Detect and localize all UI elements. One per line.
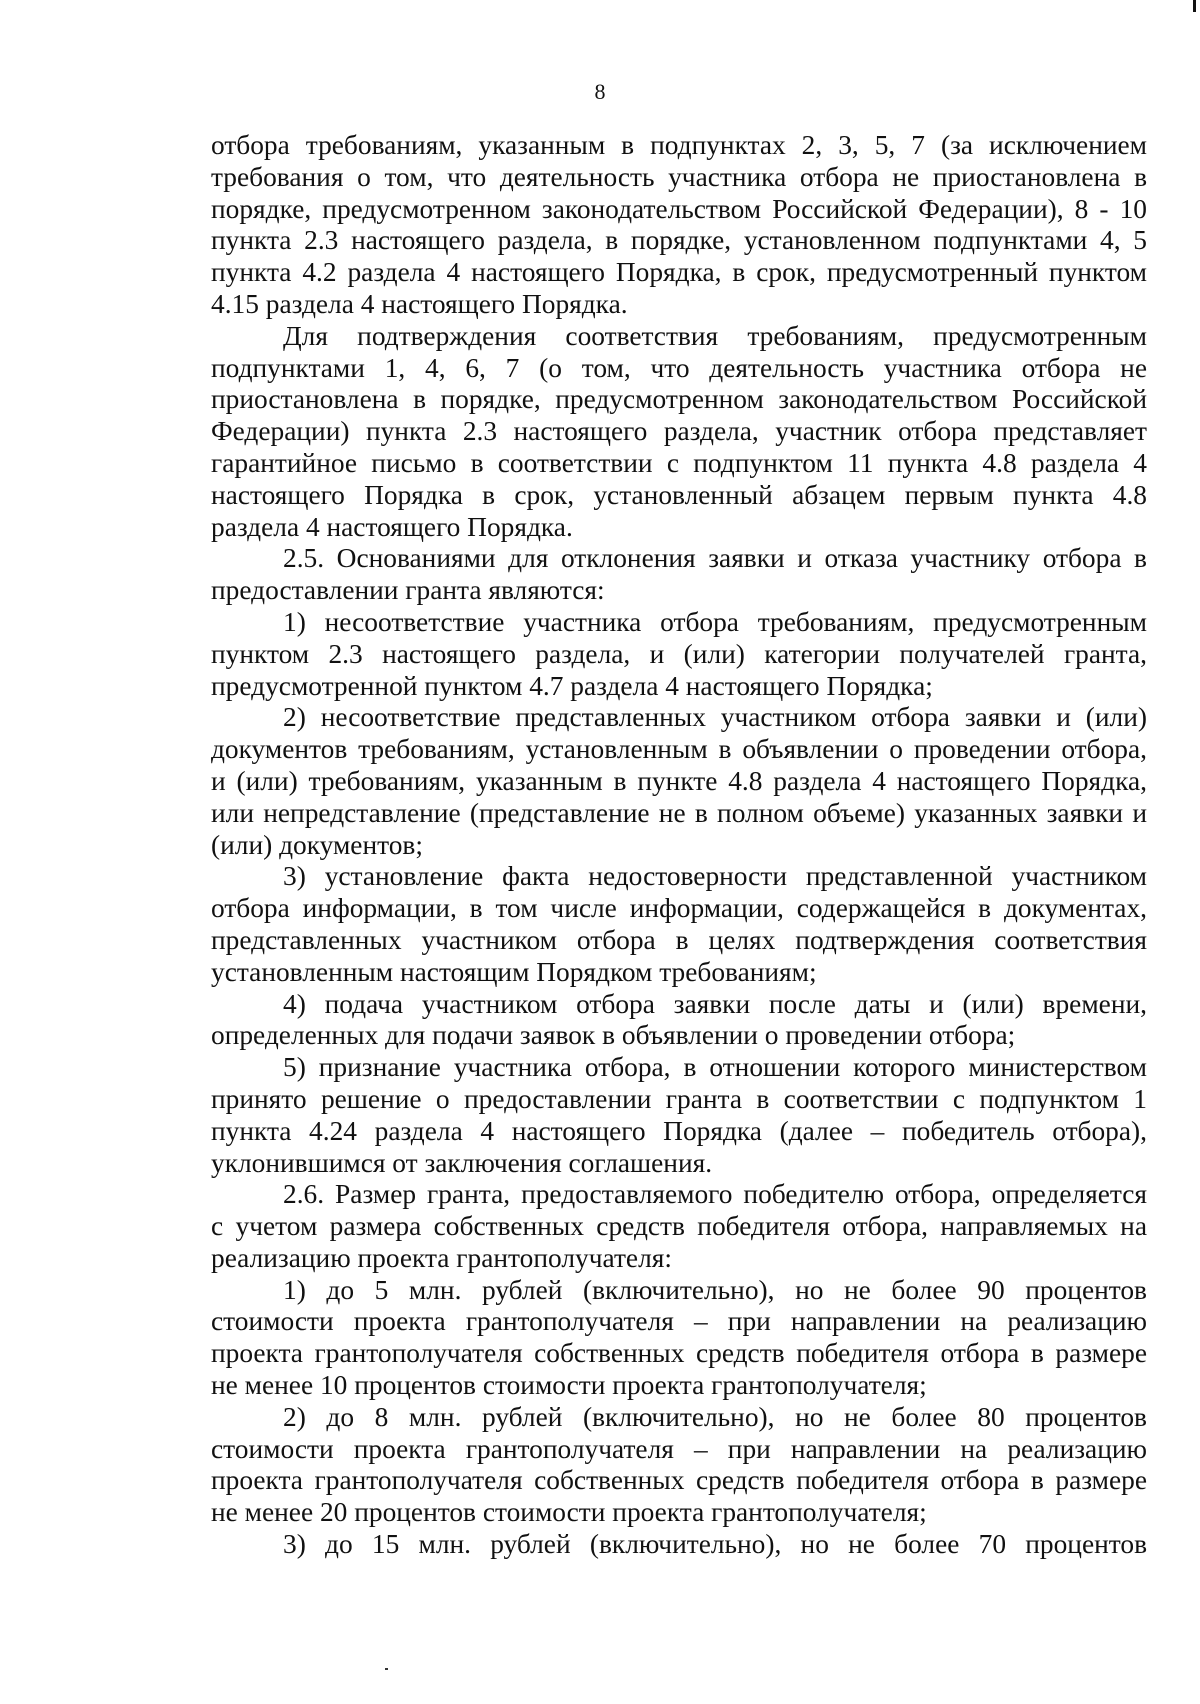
text-line: предусмотренной пунктом 4.7 раздела 4 настоящего Порядка; [211,670,933,701]
text-line: и (или) требованиям, указанным в пункте 4.8 раздела 4 настоящего Порядка, [211,765,1147,796]
text-line: предоставлении гранта являются: [211,575,605,606]
text-line: пунктом 2.3 настоящего раздела, и (или) категории получателей гранта, [211,638,1147,669]
text-line: 2) несоответствие представленных участником отбора заявки и (или) [283,702,1147,733]
text-line: 2.6. Размер гранта, предоставляемого победителю отбора, определяется [283,1179,1147,1210]
text-line: не менее 10 процентов стоимости проекта грантополучателя; [211,1370,927,1401]
text-line: 3) до 15 млн. рублей (включительно), но не более 70 процентов [283,1529,1147,1560]
text-line: 2.5. Основаниями для отклонения заявки и отказа участнику отбора в [283,543,1147,574]
page-number: 8 [594,79,606,104]
text-line: 1) до 5 млн. рублей (включительно), но не более 90 процентов [283,1274,1147,1305]
text-line: приостановлена в порядке, предусмотренном законодательством Российской [211,384,1147,415]
text-line: не менее 20 процентов стоимости проекта грантополучателя; [211,1497,927,1528]
scan-edge-mark [1193,0,1196,12]
scan-artifact [385,1668,388,1670]
text-line: 4.15 раздела 4 настоящего Порядка. [211,288,628,319]
text-line: реализацию проекта грантополучателя: [211,1242,672,1273]
text-line: гарантийное письмо в соответствии с подпунктом 11 пункта 4.8 раздела 4 [211,447,1147,478]
text-line: установленным настоящим Порядком требованиям; [211,956,817,987]
text-line: 1) несоответствие участника отбора требованиям, предусмотренным [283,606,1147,637]
text-line: пункта 2.3 настоящего раздела, в порядке, установленном подпунктами 4, 5 [211,225,1147,256]
text-line: отбора информации, в том числе информации, содержащейся в документах, [211,893,1147,924]
text-line: принято решение о предоставлении гранта в соответствии с подпунктом 1 [211,1083,1147,1114]
text-line: 3) установление факта недостоверности представленной участником [283,861,1147,892]
text-line: представленных участником отбора в целях подтверждения соответствия [211,924,1147,955]
text-line: 5) признание участника отбора, в отношении которого министерством [283,1052,1147,1083]
text-line: пункта 4.2 раздела 4 настоящего Порядка, в срок, предусмотренный пунктом [211,257,1147,288]
text-line: 4) подача участником отбора заявки после даты и (или) времени, [283,988,1147,1019]
text-line: 2) до 8 млн. рублей (включительно), но не более 80 процентов [283,1401,1147,1432]
text-line: определенных для подачи заявок в объявлении о проведении отбора; [211,1020,1016,1051]
text-line: раздела 4 настоящего Порядка. [211,511,573,542]
text-line: стоимости проекта грантополучателя – при направлении на реализацию [211,1433,1147,1464]
text-line: Для подтверждения соответствия требованиям, предусмотренным [283,320,1147,351]
text-line: документов требованиям, установленным в объявлении о проведении отбора, [211,734,1147,765]
text-line: стоимости проекта грантополучателя – при направлении на реализацию [211,1306,1147,1337]
text-line: (или) документов; [211,829,423,860]
text-line: или непредставление (представление не в полном объеме) указанных заявки и [211,797,1147,828]
text-line: проекта грантополучателя собственных средств победителя отбора в размере [211,1338,1147,1369]
document-body [211,130,1147,1561]
text-line: порядке, предусмотренном законодательством Российской Федерации), 8 - 10 [211,193,1147,224]
text-line: пункта 4.24 раздела 4 настоящего Порядка (далее – победитель отбора), [211,1115,1147,1146]
text-line: уклонившимся от заключения соглашения. [211,1147,713,1178]
text-line: с учетом размера собственных средств победителя отбора, направляемых на [211,1211,1147,1242]
text-line: отбора требованиям, указанным в подпунктах 2, 3, 5, 7 (за исключением [211,130,1147,160]
text-line: Федерации) пункта 2.3 настоящего раздела, участник отбора представляет [211,416,1147,447]
text-line: требования о том, что деятельность участника отбора не приостановлена в [211,161,1147,192]
text-line: проекта грантополучателя собственных средств победителя отбора в размере [211,1465,1147,1496]
text-line: настоящего Порядка в срок, установленный абзацем первым пункта 4.8 [211,479,1147,510]
text-line: подпунктами 1, 4, 6, 7 (о том, что деятельность участника отбора не [211,352,1147,383]
